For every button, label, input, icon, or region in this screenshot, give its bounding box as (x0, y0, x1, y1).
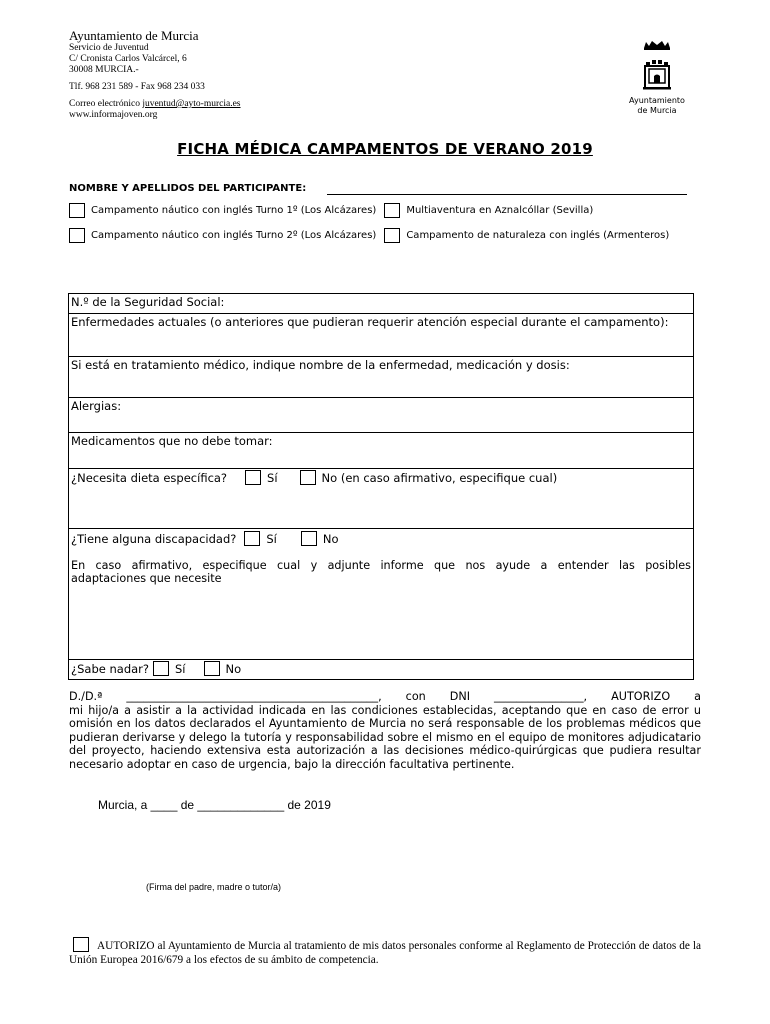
illnesses-label: Enfermedades actuales (o anteriores que pudieran requerir atención especial durante el campamento): (71, 315, 669, 329)
disability-yes-checkbox[interactable] (244, 531, 260, 546)
illnesses-row[interactable] (69, 314, 693, 357)
camp-row-1 (69, 203, 593, 218)
medical-info-table (68, 293, 694, 680)
camp-1-label: Campamento náutico con inglés Turno 1º (Los Alcázares) (91, 205, 377, 216)
swim-row (69, 660, 693, 679)
swim-options (71, 661, 691, 676)
diet-row (69, 469, 693, 529)
participant-name-label: NOMBRE Y APELLIDOS DEL PARTICIPANTE: (69, 183, 307, 194)
city: 30008 MURCIA.- (69, 65, 139, 75)
swim-yes-checkbox[interactable] (153, 661, 169, 676)
form-title: FICHA MÉDICA CAMPAMENTOS DE VERANO 2019 (177, 140, 593, 158)
service-name: Servicio de Juventud (69, 43, 149, 53)
camp-2-label: Multiaventura en Aznalcóllar (Sevilla) (406, 205, 594, 216)
allergies-row[interactable] (69, 398, 693, 433)
diet-no-checkbox[interactable] (300, 470, 316, 485)
participant-name-field[interactable] (327, 194, 687, 195)
disability-row (69, 529, 693, 660)
logo-text (622, 96, 692, 116)
social-security-label: N.º de la Seguridad Social: (71, 295, 225, 309)
website[interactable]: www.informajoven.org (69, 110, 158, 120)
gdpr-consent-checkbox[interactable] (73, 937, 89, 952)
swim-no-checkbox[interactable] (204, 661, 220, 676)
address: C/ Cronista Carlos Valcárcel, 6 (69, 54, 187, 64)
disability-detail-line2: adaptaciones que necesite (71, 572, 222, 585)
treatment-label: Si está en tratamiento médico, indique nombre de la enfermedad, medicación y dosis: (71, 358, 570, 372)
castle-crown-icon (640, 38, 674, 92)
camp-1-checkbox[interactable] (69, 203, 85, 218)
gdpr-consent (69, 937, 701, 967)
letterhead (69, 28, 489, 121)
camp-4-label: Campamento de naturaleza con inglés (Armenteros) (406, 230, 670, 241)
forbidden-meds-row[interactable] (69, 433, 693, 469)
treatment-row[interactable] (69, 357, 693, 398)
disability-detail-line1: En caso afirmativo, especifique cual y adjunte informe que nos ayude a entender las posibles (71, 559, 691, 572)
authorization-text (69, 690, 701, 771)
gdpr-consent-text: AUTORIZO al Ayuntamiento de Murcia al tratamiento de mis datos personales conforme al Reglamento de Protección de datos de la Unión Europea 2016/679 a los efectos de su ámbito de competencia. (69, 940, 701, 966)
diet-yes-checkbox[interactable] (245, 470, 261, 485)
forbidden-meds-label: Medicamentos que no debe tomar: (71, 434, 273, 448)
date-line[interactable]: Murcia, a ____ de _____________ de 2019 (98, 798, 331, 812)
signature-caption: (Firma del padre, madre o tutor/a) (146, 882, 282, 892)
diet-yes-label: Sí (267, 470, 278, 485)
authorization-body: mi hijo/a a asistir a la actividad indicada en las condiciones establecidas, aceptando que en caso de error u omisión en los datos declarados el Ayuntamiento de Murcia no será responsable de los problemas médicos que pudieran derivarse y delego la tutoría y responsabilidad sobre el mismo en el equipo de monitores adjudicatario del proyecto, haciendo extensiva esta autorización a las decisiones médico-quirúrgicas que pudiera resultar necesario adoptar en caso de urgencia, bajo la dirección facultativa pertinente. (69, 703, 701, 771)
city-logo (622, 38, 692, 116)
phone-fax: Tlf. 968 231 589 - Fax 968 234 033 (69, 82, 205, 92)
disability-options (71, 531, 691, 546)
disability-question: ¿Tiene alguna discapacidad? (71, 531, 237, 546)
swim-question: ¿Sabe nadar? (71, 661, 149, 676)
disability-no-checkbox[interactable] (301, 531, 317, 546)
diet-options (71, 470, 691, 485)
swim-yes-label: Sí (175, 661, 186, 676)
camp-3-label: Campamento náutico con inglés Turno 2º (Los Alcázares) (91, 230, 377, 241)
diet-question: ¿Necesita dieta específica? (71, 470, 228, 485)
diet-no-label: No (en caso afirmativo, especifique cual) (321, 470, 558, 485)
email-link[interactable]: juventud@ayto-murcia.es (142, 99, 241, 109)
org-name: Ayuntamiento de Murcia (69, 28, 199, 43)
disability-detail[interactable] (71, 559, 691, 585)
logo-text-line2: de Murcia (637, 106, 677, 115)
allergies-label: Alergias: (71, 399, 122, 413)
disability-yes-label: Sí (266, 531, 277, 546)
email-label: Correo electrónico (69, 99, 143, 109)
swim-no-label: No (225, 661, 242, 676)
email-line (69, 99, 489, 110)
social-security-row[interactable] (69, 294, 693, 314)
disability-no-label: No (322, 531, 339, 546)
logo-text-line1: Ayuntamiento (629, 96, 685, 105)
camp-row-2 (69, 228, 669, 243)
authorization-line1[interactable]: D./D.ª _____________________________________________, con DNI ________________, AUTORIZO a (69, 690, 701, 703)
camp-2-checkbox[interactable] (384, 203, 400, 218)
camp-3-checkbox[interactable] (69, 228, 85, 243)
camp-4-checkbox[interactable] (384, 228, 400, 243)
